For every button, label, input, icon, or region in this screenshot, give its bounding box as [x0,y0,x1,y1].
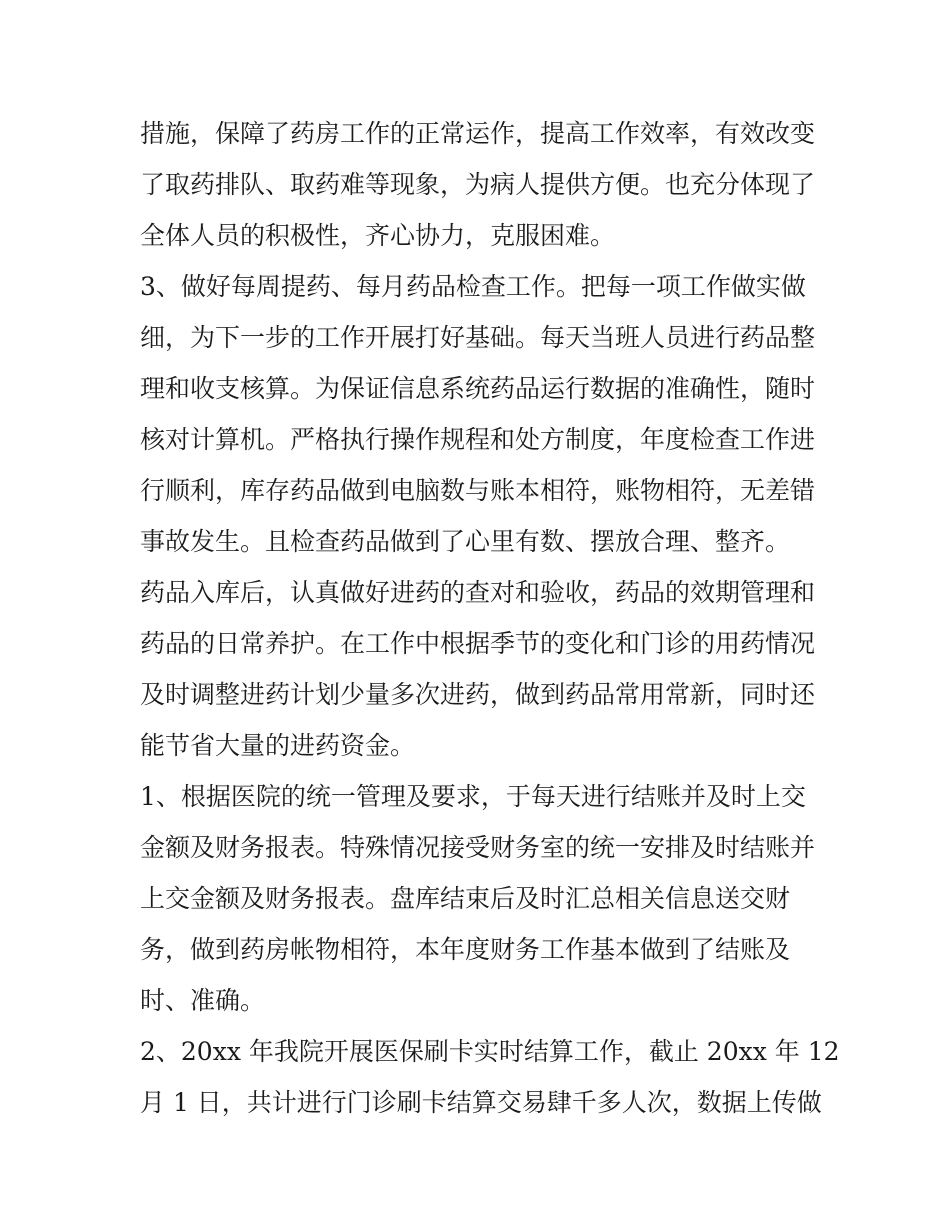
text-line: 事故发生。且检查药品做到了心里有数、摆放合理、整齐。 [140,527,791,556]
text-line: 药品入库后，认真做好进药的查对和验收，药品的效期管理和 [140,578,816,607]
text-line: 1、根据医院的统一管理及要求，于每天进行结账并及时上交 [140,782,806,811]
text-line: 2、20xx 年我院开展医保刷卡实时结算工作，截止 20xx 年 12 [140,1037,840,1066]
text-line: 行顺利，库存药品做到电脑数与账本相符，账物相符，无差错 [140,476,816,505]
text-line: 细，为下一步的工作开展打好基础。每天当班人员进行药品整 [140,323,816,352]
text-line: 核对计算机。严格执行操作规程和处方制度，年度检查工作进 [140,425,816,454]
text-line: 了取药排队、取药难等现象，为病人提供方便。也充分体现了 [140,170,816,199]
text-line: 全体人员的积极性，齐心协力，克服困难。 [140,221,616,250]
text-line: 能节省大量的进药资金。 [140,731,416,760]
text-line: 上交金额及财务报表。盘库结束后及时汇总相关信息送交财 [140,884,791,913]
text-line: 理和收支核算。为保证信息系统药品运行数据的准确性，随时 [140,374,816,403]
text-line: 金额及财务报表。特殊情况接受财务室的统一安排及时结账并 [140,833,816,862]
text-line: 及时调整进药计划少量多次进药，做到药品常用常新，同时还 [140,680,816,709]
text-line: 时、准确。 [140,986,266,1015]
text-line: 药品的日常养护。在工作中根据季节的变化和门诊的用药情况 [140,629,816,658]
text-line: 3、做好每周提药、每月药品检查工作。把每一项工作做实做 [140,272,806,301]
text-line: 措施，保障了药房工作的正常运作，提高工作效率，有效改变 [140,119,816,148]
text-line: 月 1 日，共计进行门诊刷卡结算交易肆千多人次，数据上传做 [140,1088,822,1117]
text-line: 务，做到药房帐物相符，本年度财务工作基本做到了结账及 [140,935,791,964]
document-body [140,108,840,1128]
